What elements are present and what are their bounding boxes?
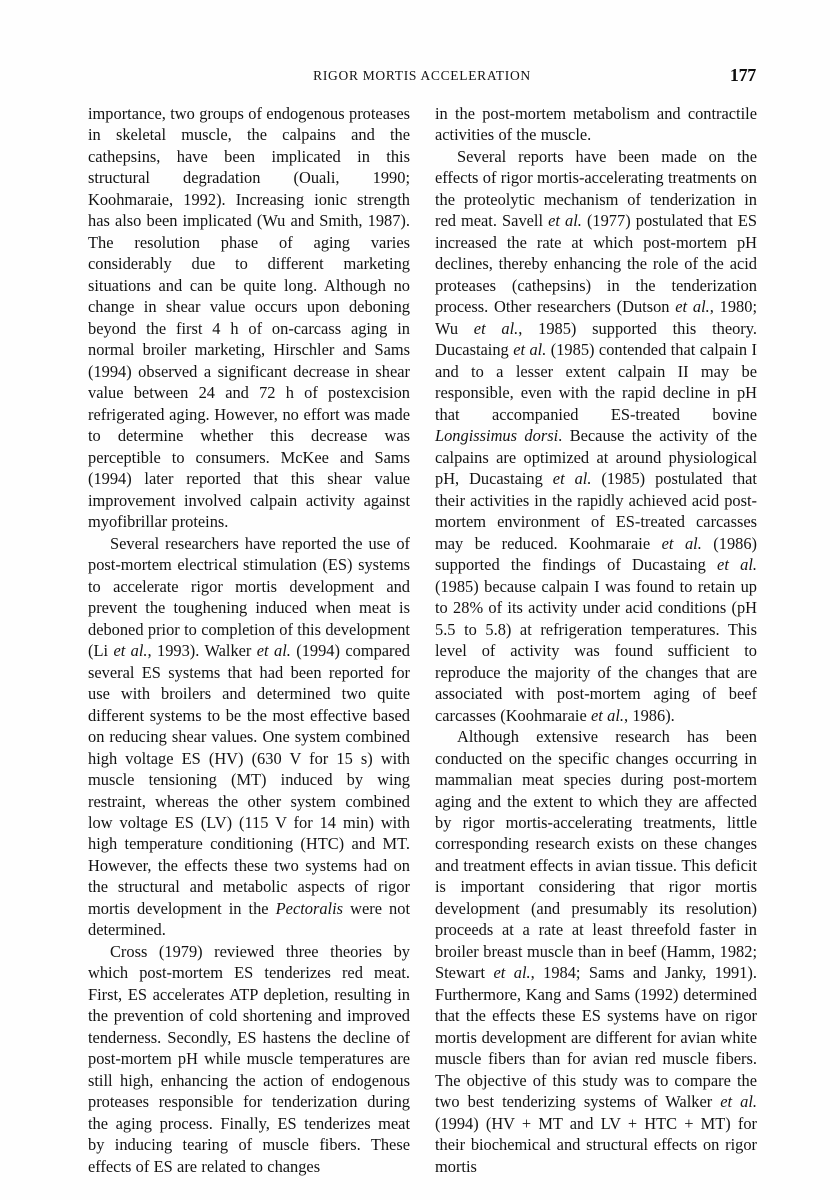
running-header bbox=[88, 65, 756, 88]
column-left bbox=[88, 103, 411, 1176]
para-cross-theories: Cross (1979) reviewed three theories by which post-mortem ES tenderizes red meat. First, ES accelerates ATP depletion, resulting in the prevention of cold shortening and improved tenderness. Secondly, ES hastens the decline of post-mortem pH while muscle temperatures are still high, enhancing the action of endogenous proteases responsible for tenderization during the aging process. Finally, ES tenderizes meat by inducing tearing of muscle fibers. These effects of ES are related to changes bbox=[88, 941, 410, 1176]
column-right bbox=[435, 103, 758, 1176]
body-columns bbox=[88, 103, 758, 1176]
page-number: 177 bbox=[729, 65, 756, 85]
para-although-extensive: Although extensive research has been conducted on the specific changes occurring in mammalian meat species during post-mortem aging and the extent to which they are affected by rigor mortis-accelerating treatments, little corresponding research exists on these changes and treatment effects in avian tissue. This deficit is important considering that rigor mortis development (and presumably its resolution) proceeds at a rate at least threefold faster in broiler breast muscle than in beef (Hamm, 1982; Stewart et al., 1984; Sams and Janky, 1991). Furthermore, Kang and Sams (1992) determined that the effects these ES systems have on rigor mortis development are different for avian white muscle fibers than for avian red muscle fibers. The objective of this study was to compare the two best tenderizing systems of Walker et al. (1994) (HV + MT and LV + HTC + MT) for their biochemical and structural effects on rigor mortis bbox=[435, 727, 757, 1176]
para-electrical-stimulation: Several researchers have reported the use of post-mortem electrical stimulation (ES) systems to accelerate rigor mortis development and prevent the toughening induced when meat is deboned prior to completion of this development (Li et al., 1993). Walker et al. (1994) compared several ES systems that had been reported for use with broilers and determined two quite different systems to be the most effective based on reducing shear values. One system combined high voltage ES (HV) (630 V for 15 s) with muscle tensioning (MT) induced by wing restraint, whereas the other system combined low voltage ES (LV) (115 V for 14 min) with high temperature conditioning (HTC) and MT. However, the effects these two systems had on the structural and metabolic aspects of rigor mortis development in the Pectoralis were not determined. bbox=[88, 533, 411, 940]
running-header-title: RIGOR MORTIS ACCELERATION bbox=[313, 68, 531, 83]
para-continuation-contractile: in the post-mortem metabolism and contractile activities of the muscle. bbox=[435, 104, 757, 145]
para-continuation-calpains: importance, two groups of endogenous proteases in skeletal muscle, the calpains and the cathepsins, have been implicated in this structural degradation (Ouali, 1990; Koohmaraie, 1992). Increasing ionic strength has also been implicated (Wu and Smith, 1987). The resolution phase of aging varies considerably due to different marketing situations and can be quite long. Although no change in shear value occurs upon deboning beyond the first 4 h of on-carcass aging in normal broiler marketing, Hirschler and Sams (1994) observed a significant decrease in shear value between 24 and 72 h of postexcision refrigerated aging. However, no effort was made to determine whether this decrease was perceptible to consumers. McKee and Sams (1994) later reported that this shear value improvement involved calpain activity against myofibrillar proteins. bbox=[88, 104, 410, 532]
para-several-reports: Several reports have been made on the effects of rigor mortis-accelerating treatments on the proteolytic mechanism of tenderization in red meat. Savell et al. (1977) postulated that ES increased the rate at which post-mortem pH declines, thereby enhancing the role of the acid proteases (cathepsins) in the tenderization process. Other researchers (Dutson et al., 1980; Wu et al., 1985) supported this theory. Ducastaing et al. (1985) contended that calpain I and to a lesser extent calpain II may be responsible, even with the rapid decline in pH that accompanied ES-treated bovine Longissimus dorsi. Because the activity of the calpains are optimized at around physiological pH, Ducastaing et al. (1985) postulated that their activities in the rapidly achieved acid post-mortem environment of ES-treated carcasses may be reduced. Koohmaraie et al. (1986) supported the findings of Ducastaing et al. (1985) because calpain I was found to retain up to 28% of its activity under acid conditions (pH 5.5 to 5.8) at refrigeration temperatures. This level of activity was found sufficient to reproduce the majority of the changes that are associated with post-mortem aging of beef carcasses (Koohmaraie et al., 1986). bbox=[435, 146, 758, 725]
